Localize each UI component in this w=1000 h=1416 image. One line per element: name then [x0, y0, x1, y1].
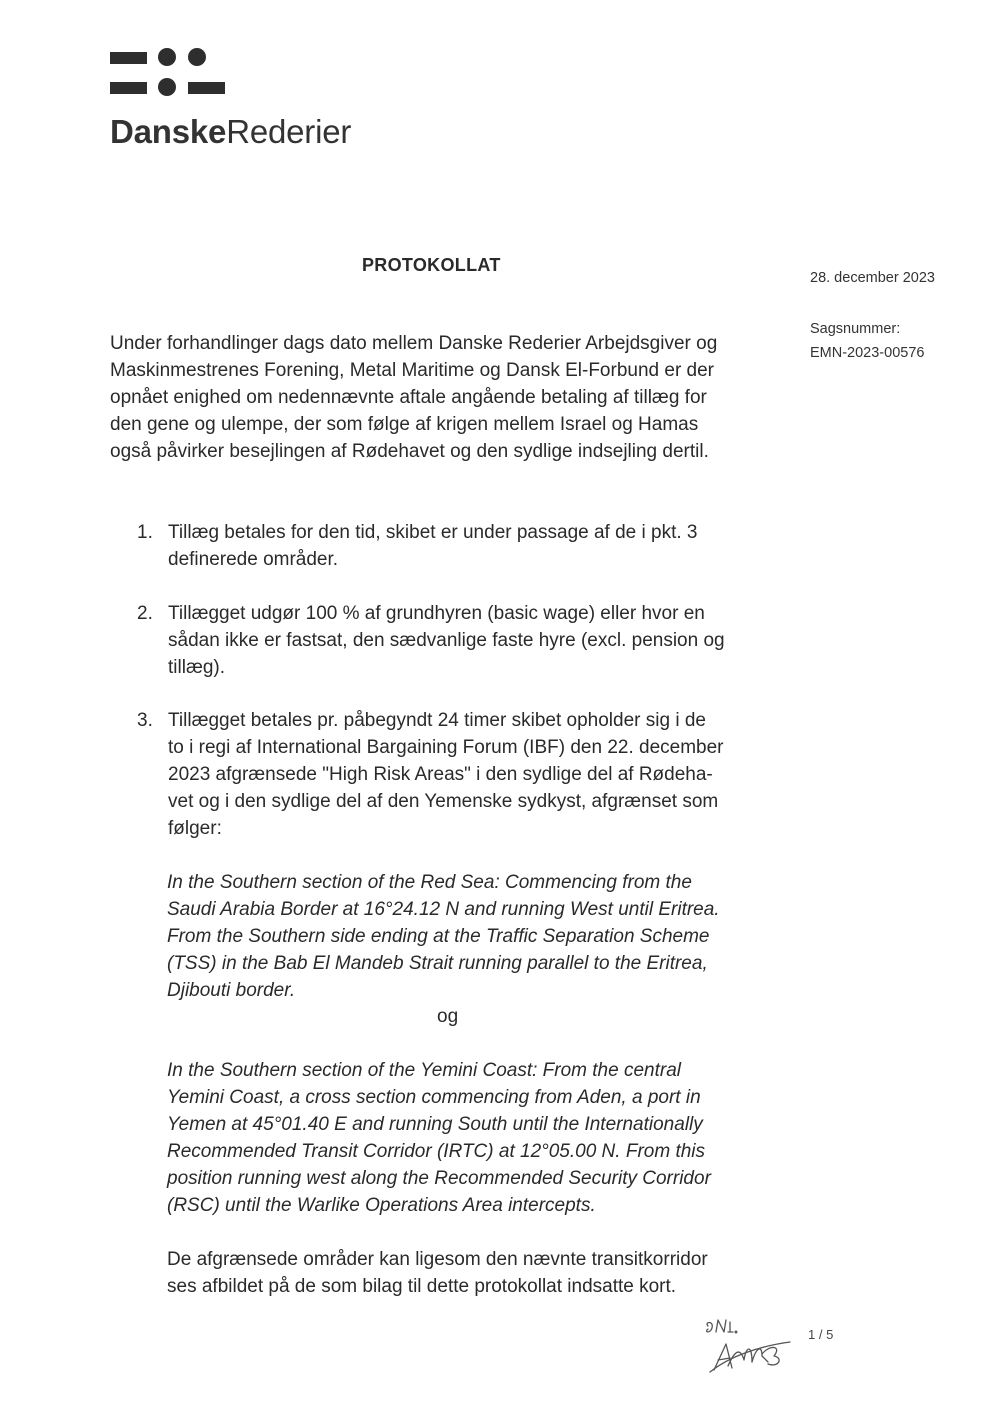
signature-scribble — [700, 1316, 795, 1376]
area-line: (RSC) until the Warlike Operations Area intercepts. — [167, 1195, 596, 1216]
document-title: PROTOKOLLAT — [362, 255, 501, 275]
brand-light: Rederier — [226, 113, 352, 150]
list-item-line: vet og i den sydlige del af den Yemenske sydkyst, afgrænset som — [168, 791, 719, 812]
area-line: From the Southern side ending at the Traffic Separation Scheme — [167, 926, 710, 947]
intro-line: også påvirker besejlingen af Rødehavet og den sydlige indsejling dertil. — [110, 441, 709, 462]
area-line: In the Southern section of the Yemini Coast: From the central — [167, 1060, 681, 1081]
closing-line: De afgrænsede områder kan ligesom den nævnte transitkorridor — [167, 1249, 708, 1270]
list-item-text — [168, 519, 788, 573]
case-number: EMN-2023-00576 — [810, 345, 925, 361]
area-line: Djibouti border. — [167, 980, 296, 1001]
connector-og: og — [437, 1006, 459, 1027]
list-item-line: to i regi af International Bargaining Forum (IBF) den 22. december — [168, 737, 724, 758]
area-line: Yemen at 45°01.40 E and running South until the Internationally — [167, 1114, 703, 1135]
intro-line: Under forhandlinger dags dato mellem Danske Rederier Arbejdsgiver og — [110, 333, 718, 354]
list-item-text — [168, 707, 788, 842]
intro-line: Maskinmestrenes Forening, Metal Maritime og Dansk El-Forbund er der — [110, 360, 715, 381]
document-date: 28. december 2023 — [810, 270, 935, 286]
area-line: (TSS) in the Bab El Mandeb Strait running parallel to the Eritrea, — [167, 953, 708, 974]
list-item-line: tillæg). — [168, 657, 226, 678]
list-item-line: følger: — [168, 818, 222, 839]
handwritten-initials-signature — [700, 1316, 795, 1381]
yemen-coast-area-definition — [167, 1057, 797, 1219]
area-line: In the Southern section of the Red Sea: Commencing from the — [167, 872, 692, 893]
list-item-number: 1. — [137, 522, 153, 543]
list-item-line: definerede områder. — [168, 549, 339, 570]
brand-bold: Danske — [110, 113, 227, 150]
intro-line: den gene og ulempe, der som følge af krigen mellem Israel og Hamas — [110, 414, 699, 435]
list-item-text — [168, 600, 788, 681]
list-item-line: Tillægget betales pr. påbegyndt 24 timer skibet opholder sig i de — [168, 710, 706, 731]
area-line: Saudi Arabia Border at 16°24.12 N and running West until Eritrea. — [167, 899, 720, 920]
list-item-line: Tillægget udgør 100 % af grundhyren (basic wage) eller hvor en — [168, 603, 705, 624]
list-item-number: 3. — [137, 710, 153, 731]
area-line: Recommended Transit Corridor (IRTC) at 12°05.00 N. From this — [167, 1141, 706, 1162]
intro-line: opnået enighed om nedennævnte aftale angående betaling af tillæg for — [110, 387, 707, 408]
list-item-line: sådan ikke er fastsat, den sædvanlige faste hyre (excl. pension og — [168, 630, 725, 651]
closing-line: ses afbildet på de som bilag til dette protokollat indsatte kort. — [167, 1276, 677, 1297]
list-item-line: 2023 afgrænsede "High Risk Areas" i den sydlige del af Rødeha- — [168, 764, 713, 785]
intro-paragraph — [110, 330, 790, 465]
case-number-label: Sagsnummer: — [810, 321, 901, 337]
area-line: Yemini Coast, a cross section commencing from Aden, a port in — [167, 1087, 701, 1108]
brand-wordmark — [110, 113, 351, 151]
page-number: 1 / 5 — [808, 1327, 834, 1342]
list-item-number: 2. — [137, 603, 153, 624]
list-item-line: Tillæg betales for den tid, skibet er under passage af de i pkt. 3 — [168, 522, 698, 543]
area-line: position running west along the Recommended Security Corridor — [167, 1168, 711, 1189]
closing-paragraph — [167, 1246, 797, 1300]
red-sea-area-definition — [167, 869, 797, 1004]
